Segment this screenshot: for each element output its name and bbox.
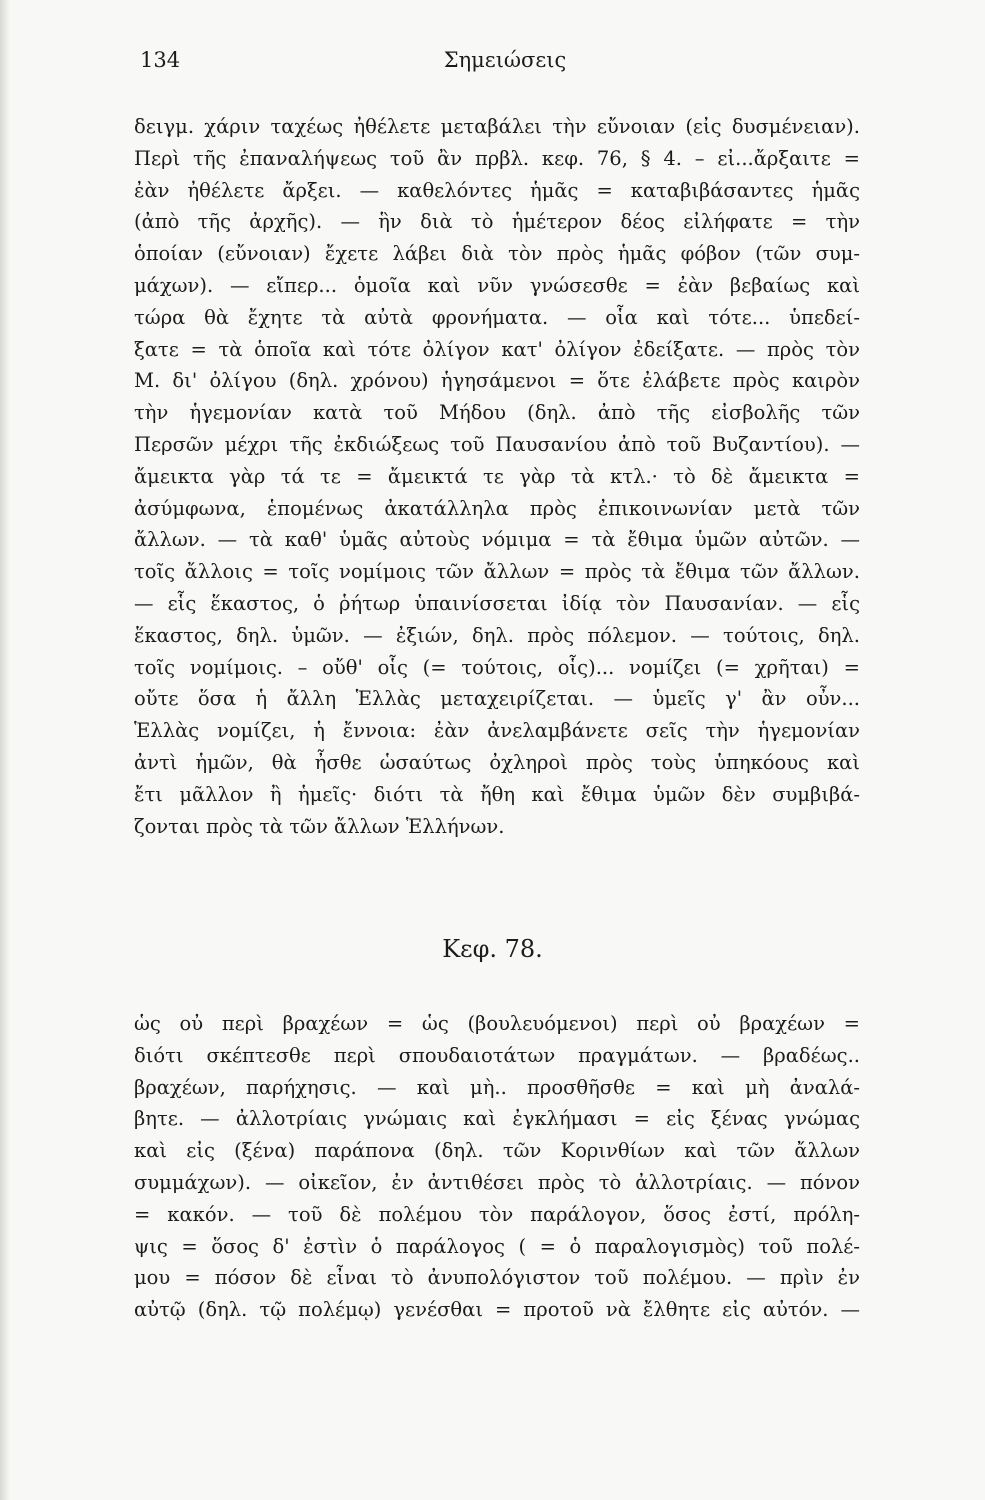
text-line: δειγμ. χάριν ταχέως ἠθέλετε μεταβάλει τὴν εὔνοιαν (εἰς δυσμένειαν). [134,115,860,138]
text-line: ἐὰν ἠθέλετε ἄρξει. — καθελόντες ἡμᾶς = καταβιβάσαντες ἡμᾶς [134,178,860,202]
text-line: ξατε = τὰ ὁποῖα καὶ τότε ὀλίγον κατ' ὀλίγον ἐδείξατε. — πρὸς τὸν [134,337,860,361]
text-line: τὴν ἡγεμονίαν κατὰ τοῦ Μήδου (δηλ. ἀπὸ τῆς εἰσβολῆς τῶν [134,401,860,425]
text-line: ἔτι μᾶλλον ἢ ἡμεῖς· διότι τὰ ἤθη καὶ ἔθιμα ὑμῶν δὲν συμβιβά- [134,782,860,806]
page-edge-shadow [0,0,10,1500]
notes-block-chapter-77 [134,111,860,842]
notes-block-chapter-78 [134,1008,860,1326]
page-number: 134 [140,48,181,72]
text-line: Περὶ τῆς ἐπαναλήψεως τοῦ ἂν πρβλ. κεφ. 76, § 4. – εἰ...ἄρξαιτε = [134,146,860,170]
text-line: οὔτε ὅσα ἡ ἄλλη Ἑλλὰς μεταχειρίζεται. — ὑμεῖς γ' ἂν οὖν... [134,687,860,711]
text-line: — εἷς ἕκαστος, ὁ ῥήτωρ ὑπαινίσσεται ἰδίᾳ τὸν Παυσανίαν. — εἷς [134,591,860,615]
text-line: ζονται πρὸς τὰ τῶν ἄλλων Ἑλλήνων. [134,814,505,838]
text-line: ἄλλων. — τὰ καθ' ὑμᾶς αὐτοὺς νόμιμα = τὰ ἔθιμα ὑμῶν αὐτῶν. — [134,528,860,552]
chapter-heading: Κεφ. 78. [442,935,543,963]
text-line: ἕκαστος, δηλ. ὑμῶν. — ἐξιών, δηλ. πρὸς πόλεμον. — τούτοις, δηλ. [134,623,860,647]
text-line: τώρα θὰ ἔχητε τὰ αὐτὰ φρονήματα. — οἷα καὶ τότε... ὑπεδεί- [134,305,860,329]
text-line: διότι σκέπτεσθε περὶ σπουδαιοτάτων πραγμάτων. — βραδέως.. [134,1043,860,1067]
running-head: Σημειώσεις [443,48,567,72]
text-line: τοῖς ἄλλοις = τοῖς νομίμοις τῶν ἄλλων = πρὸς τὰ ἔθιμα τῶν ἄλλων. [134,560,860,584]
text-line: Μ. δι' ὀλίγου (δηλ. χρόνου) ἡγησάμενοι = ὅτε ἐλάβετε πρὸς καιρὸν [134,369,860,393]
text-line: ἀσύμφωνα, ἑπομένως ἀκατάλληλα πρὸς ἐπικοινωνίαν μετὰ τῶν [134,496,860,520]
text-line: βητε. — ἀλλοτρίαις γνώμαις καὶ ἐγκλήμασι = εἰς ξένας γνώμας [134,1107,860,1131]
text-line: βραχέων, παρήχησις. — καὶ μὴ.. προσθῆσθε = καὶ μὴ ἀναλά- [134,1075,860,1099]
text-line: καὶ εἰς (ξένα) παράπονα (δηλ. τῶν Κορινθίων καὶ τῶν ἄλλων [134,1139,860,1163]
text-line: Περσῶν μέχρι τῆς ἐκδιώξεως τοῦ Παυσανίου ἀπὸ τοῦ Βυζαντίου). — [134,432,860,456]
text-line: ψις = ὅσος δ' ἐστὶν ὁ παράλογος ( = ὁ παραλογισμὸς) τοῦ πολέ- [134,1234,860,1258]
text-line: ἀντὶ ἡμῶν, θὰ ἦσθε ὡσαύτως ὀχληροὶ πρὸς τοὺς ὑπηκόους καὶ [134,750,860,774]
text-line: ὡς οὐ περὶ βραχέων = ὡς (βουλευόμενοι) περὶ οὐ βραχέων = [134,1012,860,1035]
page-header [140,48,870,78]
text-line: συμμάχων). — οἰκεῖον, ἐν ἀντιθέσει πρὸς τὸ ἀλλοτρίαις. — πόνον [134,1170,860,1194]
text-line: (ἀπὸ τῆς ἀρχῆς). — ἣν διὰ τὸ ἡμέτερον δέος εἰλήφατε = τὴν [134,210,860,234]
text-line: αὐτῷ (δηλ. τῷ πολέμῳ) γενέσθαι = προτοῦ νὰ ἔλθητε εἰς αὐτόν. — [134,1298,860,1322]
text-line: μου = πόσον δὲ εἶναι τὸ ἀνυπολόγιστον τοῦ πολέμου. — πρὶν ἐν [134,1266,860,1290]
text-line: τοῖς νομίμοις. – οὔθ' οἷς (= τούτοις, οἷς)... νομίζει (= χρῆται) = [134,655,860,679]
text-line: = κακόν. — τοῦ δὲ πολέμου τὸν παράλογον, ὅσος ἐστί, πρόλη- [134,1202,860,1226]
text-line: Ἑλλὰς νομίζει, ἡ ἔννοια: ἐὰν ἀνελαμβάνετε σεῖς τὴν ἡγεμονίαν [134,719,860,743]
text-line: ὁποίαν (εὔνοιαν) ἔχετε λάβει διὰ τὸν πρὸς ἡμᾶς φόβον (τῶν συμ- [134,242,860,266]
text-line: ἄμεικτα γὰρ τά τε = ἄμεικτά τε γὰρ τὰ κτλ.· τὸ δὲ ἄμεικτα = [134,464,860,488]
text-line: μάχων). — εἴπερ... ὁμοῖα καὶ νῦν γνώσεσθε = ἐὰν βεβαίως καὶ [134,273,860,297]
